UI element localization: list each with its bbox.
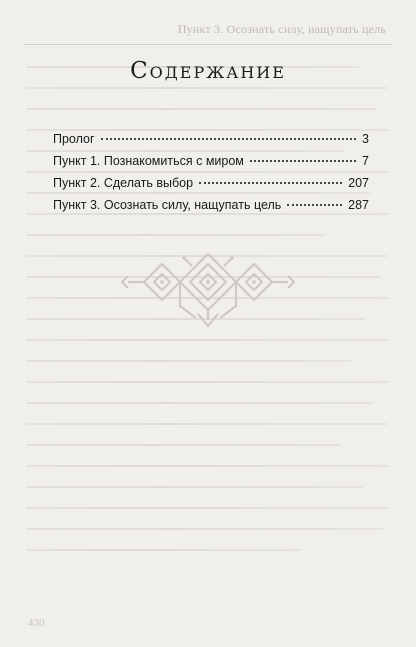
- lace-ornament-icon: [118, 248, 298, 332]
- toc-entry-label: Пункт 3. Осознать силу, нащупать цель: [53, 198, 282, 212]
- running-header: Пункт 3. Осознать силу, нащупать цель: [177, 22, 386, 36]
- toc-entry-page: 7: [362, 154, 369, 168]
- toc-entry[interactable]: [53, 128, 369, 150]
- toc-entry[interactable]: [53, 194, 369, 216]
- toc-entry-label: Пролог: [53, 132, 95, 146]
- toc-entry-label: Пункт 1. Познакомиться с миром: [53, 154, 244, 168]
- header-rule: [24, 44, 392, 45]
- toc-dot-leader: [250, 160, 356, 162]
- toc-title: Содержание: [130, 58, 286, 84]
- toc-entry[interactable]: [53, 150, 369, 172]
- toc-entry-page: 207: [348, 176, 369, 190]
- toc-entry-page: 3: [362, 132, 369, 146]
- toc-entry-label: Пункт 2. Сделать выбор: [53, 176, 194, 190]
- toc-dot-leader: [101, 138, 356, 140]
- toc-entry[interactable]: [53, 172, 369, 194]
- page-number: 430: [28, 617, 45, 629]
- toc-entry-page: 287: [348, 198, 369, 212]
- toc-dot-leader: [199, 182, 342, 184]
- toc-dot-leader: [287, 204, 342, 206]
- toc-list: [53, 128, 369, 216]
